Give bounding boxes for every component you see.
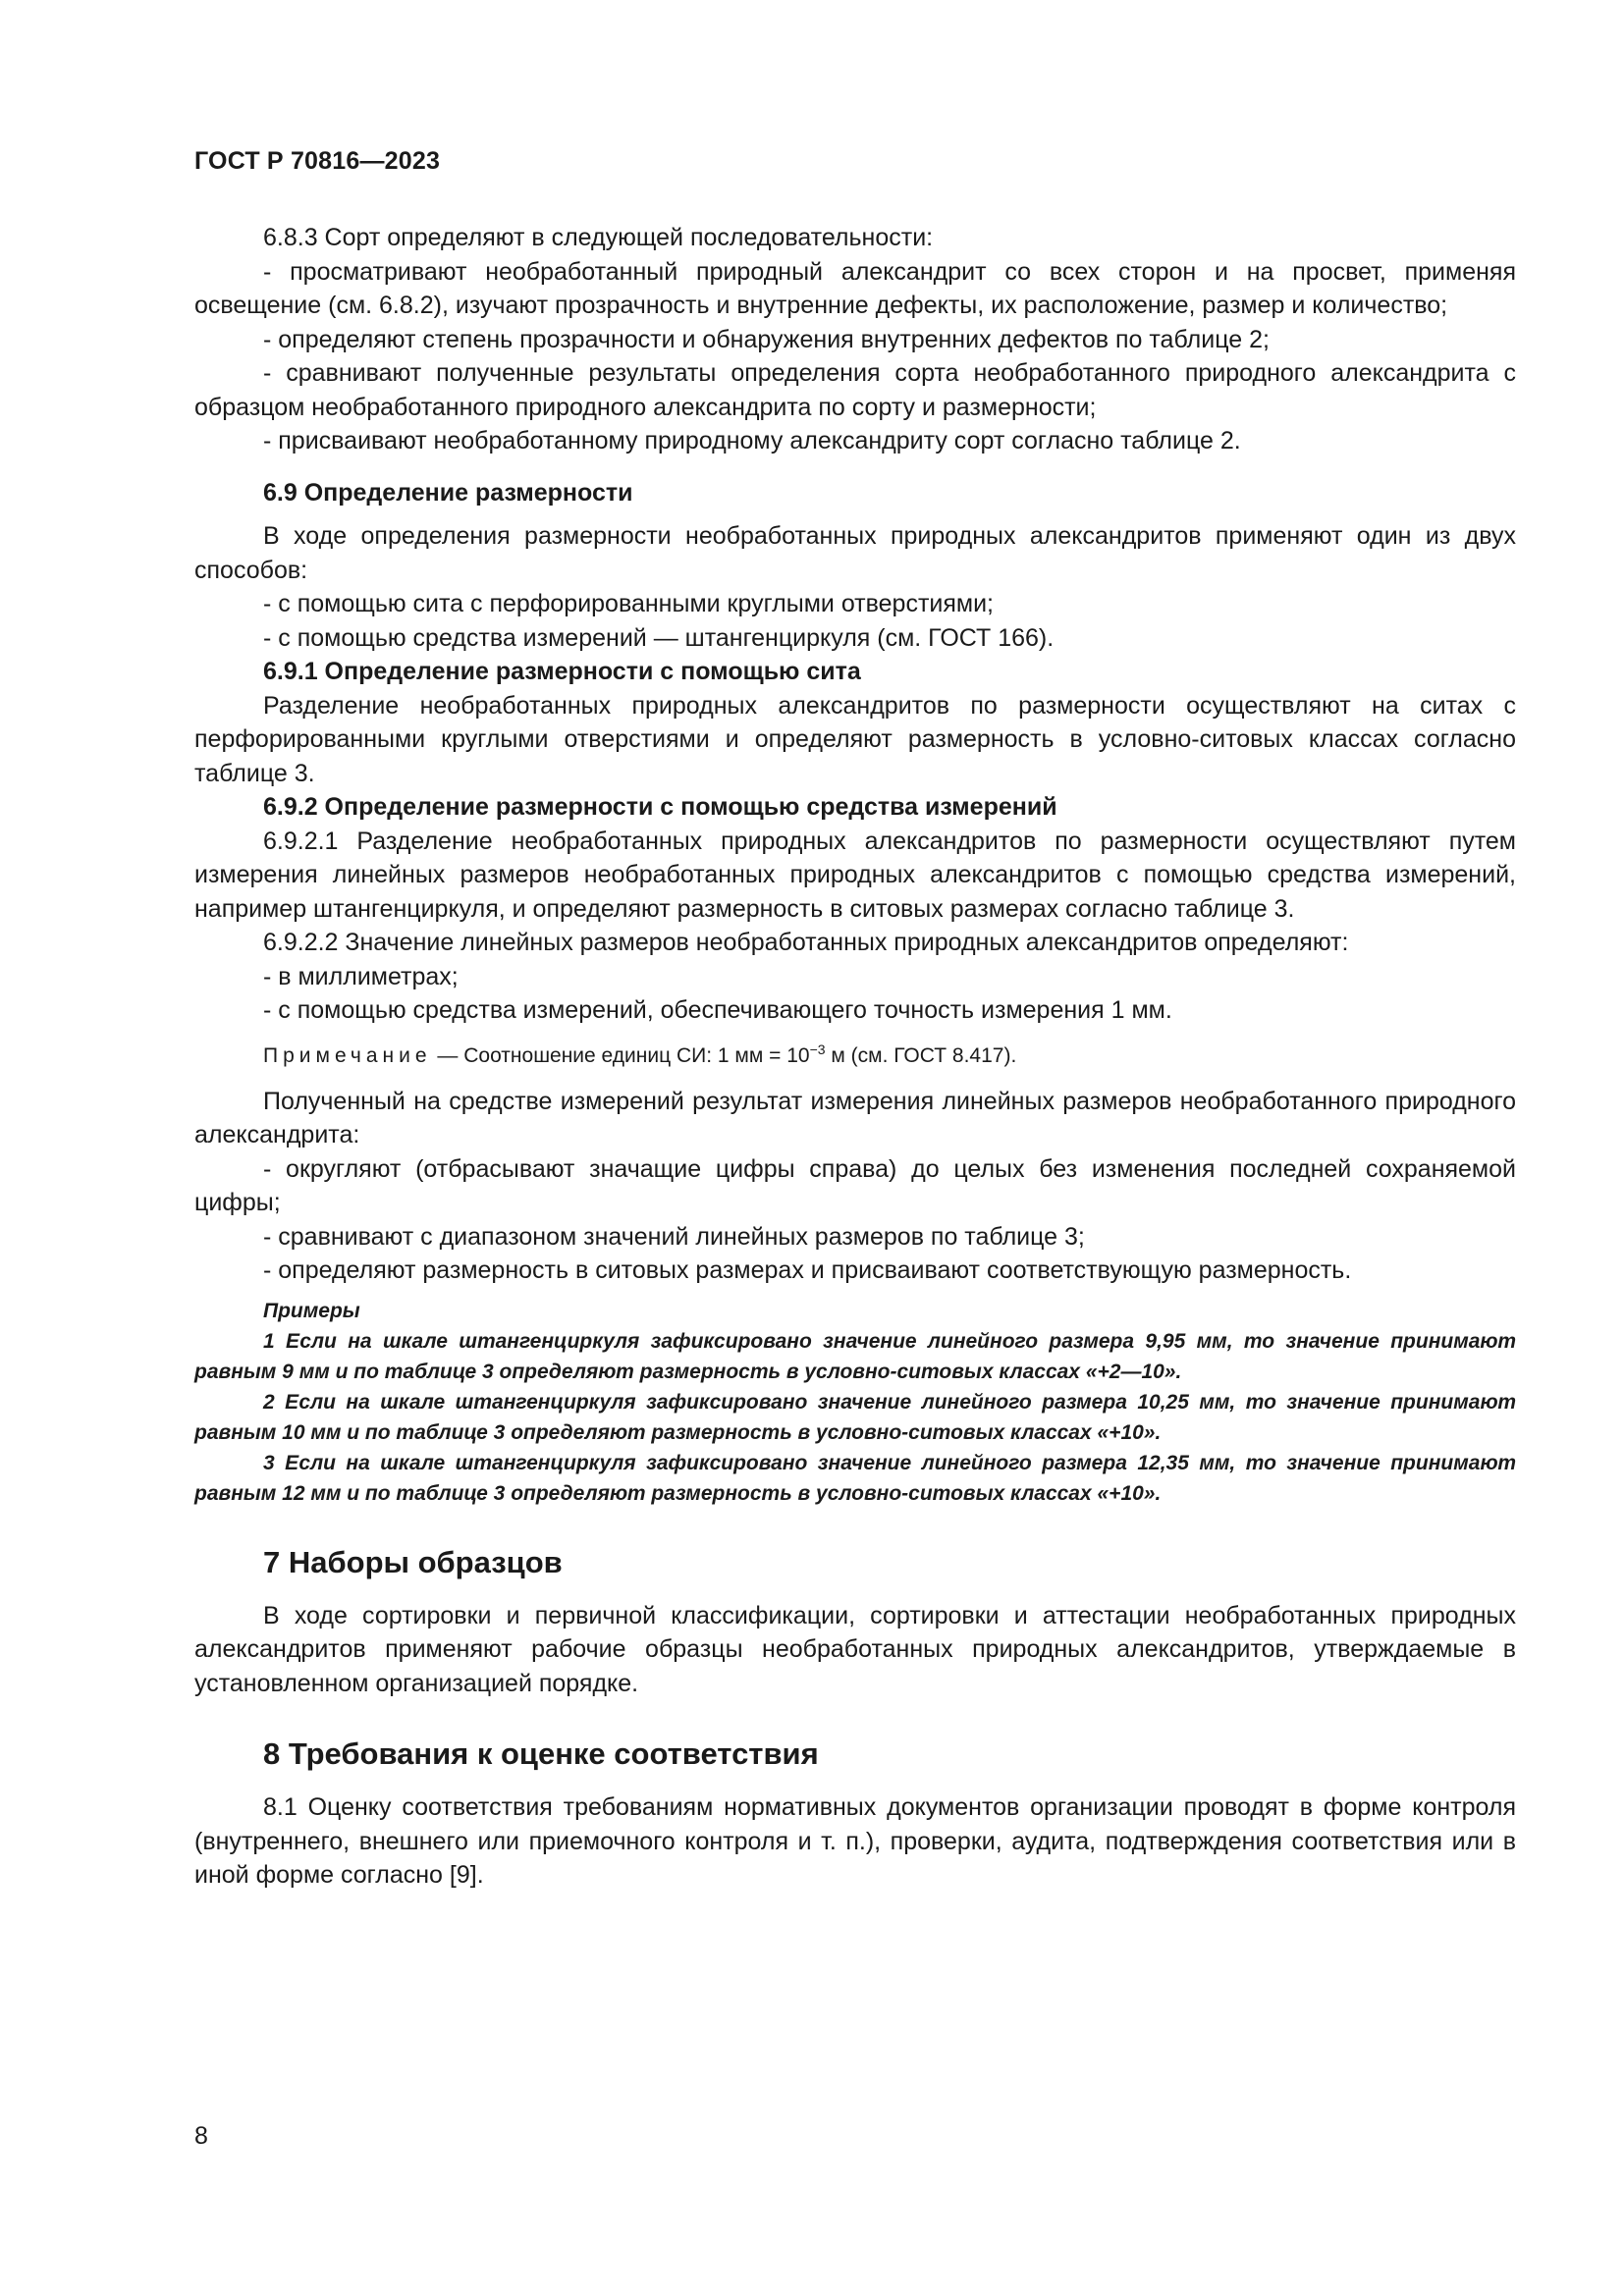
section-8-heading: 8 Требования к оценке соответствия bbox=[263, 1736, 819, 1771]
section-7-heading: 7 Наборы образцов bbox=[263, 1544, 563, 1579]
list-item: - просматривают необработанный природный александрит со всех сторон и на просвет, применяя освещение (см. 6.8.2), изучают прозрачность и внутренние дефекты, их расположение, размер и количество; bbox=[194, 257, 1516, 319]
list-item: - в миллиметрах; bbox=[263, 962, 459, 990]
list-item: - с помощью сита с перфорированными круглыми отверстиями; bbox=[263, 590, 994, 617]
page-number: 8 bbox=[194, 2122, 208, 2150]
list-item: - с помощью средства измерений, обеспечивающего точность измерения 1 мм. bbox=[263, 996, 1172, 1024]
clause-6-8-3-intro: 6.8.3 Сорт определяют в следующей последовательности: bbox=[263, 224, 934, 251]
document-header: ГОСТ Р 70816—2023 bbox=[194, 147, 441, 175]
clause-8-1-text: 8.1 Оценку соответствия требованиям нормативных документов организации проводят в форме контроля (внутреннего, внешнего или приемочного контроля и т. п.), проверки, аудита, подтверждения соответствия или в иной форме согласно [9]. bbox=[194, 1793, 1516, 1889]
clause-6-9-2-heading: 6.9.2 Определение размерности с помощью средства измерений bbox=[263, 793, 1057, 821]
list-item: - определяют степень прозрачности и обнаружения внутренних дефектов по таблице 2; bbox=[263, 325, 1270, 353]
result-intro: Полученный на средстве измерений результат измерения линейных размеров необработанного природного александрита: bbox=[194, 1087, 1516, 1148]
note-exponent: −3 bbox=[809, 1041, 826, 1057]
list-item: - присваивают необработанному природному александриту сорт согласно таблице 2. bbox=[263, 427, 1241, 454]
clause-6-9-2-2-text: 6.9.2.2 Значение линейных размеров необработанных природных александритов определяют: bbox=[263, 929, 1349, 956]
list-item: - с помощью средства измерений — штангенциркуля (см. ГОСТ 166). bbox=[263, 623, 1055, 652]
list-item: - определяют размерность в ситовых размерах и присваивают соответствующую размерность. bbox=[263, 1256, 1352, 1284]
example-item: 2 Если на шкале штангенциркуля зафиксировано значение линейного размера 10,25 мм, то значение принимают равным 10 мм и по таблице 3 определяют размерность в условно-ситовых классах «+10». bbox=[194, 1390, 1516, 1444]
list-item: - сравнивают полученные результаты определения сорта необработанного природного александрита с образцом необработанного природного александрита по сорту и размерности; bbox=[194, 359, 1516, 421]
note-text: — Соотношение единиц СИ: 1 мм = 10 bbox=[431, 1043, 810, 1067]
clause-6-9-intro: В ходе определения размерности необработанных природных александритов применяют один из двух способов: bbox=[194, 522, 1516, 584]
clause-6-9-heading: 6.9 Определение размерности bbox=[263, 478, 633, 507]
example-item: 1 Если на шкале штангенциркуля зафиксировано значение линейного размера 9,95 мм, то значение принимают равным 9 мм и по таблице 3 определяют размерность в условно-ситовых классах «+2—10». bbox=[194, 1329, 1516, 1383]
section-7-text: В ходе сортировки и первичной классификации, сортировки и аттестации необработанных природных александритов применяют рабочие образцы необработанных природных александритов, утверждаемые в установленном организацией порядке. bbox=[194, 1601, 1516, 1697]
note bbox=[194, 1041, 1516, 1071]
list-item: - округляют (отбрасывают значащие цифры справа) до целых без изменения последней сохраняемой цифры; bbox=[194, 1154, 1516, 1216]
clause-6-9-1-heading: 6.9.1 Определение размерности с помощью сита bbox=[263, 658, 861, 685]
document-body bbox=[194, 221, 1516, 1893]
clause-6-9-2-1-text: 6.9.2.1 Разделение необработанных природных александритов по размерности осуществляют путем измерения линейных размеров необработанных природных александритов с помощью средства измерений, например штангенциркуля, и определяют размерность в ситовых размерах согласно таблице 3. bbox=[194, 827, 1516, 923]
example-item: 3 Если на шкале штангенциркуля зафиксировано значение линейного размера 12,35 мм, то значение принимают равным 12 мм и по таблице 3 определяют размерность в условно-ситовых классах «+10». bbox=[194, 1451, 1516, 1505]
note-text-end: м (см. ГОСТ 8.417). bbox=[825, 1043, 1017, 1067]
examples-heading: Примеры bbox=[263, 1299, 360, 1322]
note-label: Примечание bbox=[263, 1043, 432, 1067]
clause-6-9-1-text: Разделение необработанных природных александритов по размерности осуществляют на ситах с перфорированными круглыми отверстиями и определяют размерность в условно-ситовых классах согласно таблице 3. bbox=[194, 691, 1516, 787]
list-item: - сравнивают с диапазоном значений линейных размеров по таблице 3; bbox=[263, 1222, 1085, 1251]
